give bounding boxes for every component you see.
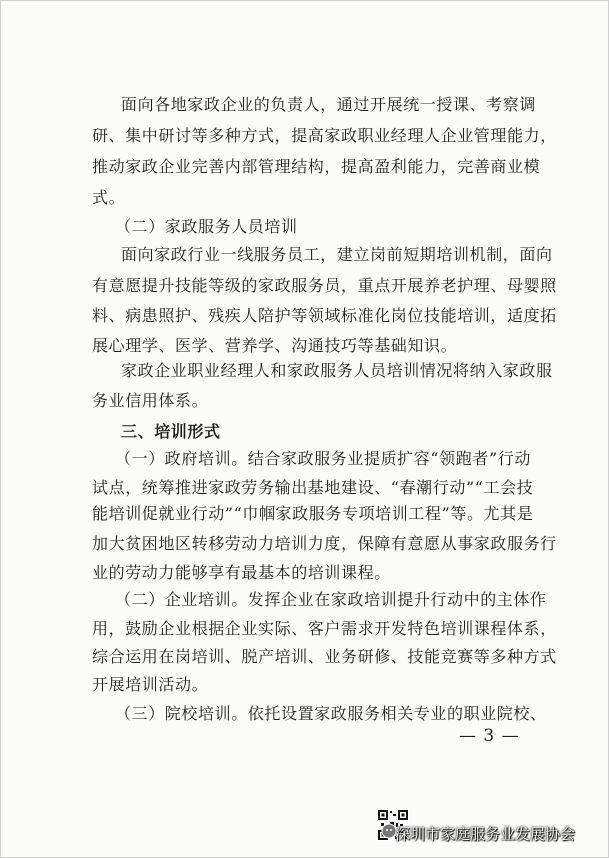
paragraph-line: 研、集中研讨等多种方式，提高家政职业经理人企业管理能力，: [92, 126, 557, 145]
paragraph-line: 有意愿提升技能等级的家政服务员，重点开展养老护理、母婴照: [92, 276, 557, 295]
paragraph-line: 业的劳动力能够享有最基本的培训课程。: [92, 563, 391, 582]
paragraph-line: 务业信用体系。: [92, 391, 209, 410]
paragraph-line: 用，鼓励企业根据企业实际、客户需求开发特色培训课程体系，: [92, 619, 557, 638]
paragraph-line: 综合运用在岗培训、脱产培训、业务研修、技能竞赛等多种方式: [92, 647, 557, 666]
paragraph-line: （一）政府培训。结合家政服务业提质扩容“领跑者”行动: [115, 449, 531, 468]
paragraph-line: 面向家政行业一线服务员工，建立岗前短期培训机制，面向: [121, 245, 553, 264]
section-heading: （二）家政服务人员培训: [115, 217, 298, 236]
paragraph-line: 试点，统筹推进家政劳务输出基地建设、“春潮行动”“工会技: [92, 478, 534, 497]
page-number: — 3 —: [459, 726, 520, 746]
paragraph-line: 推动家政企业完善内部管理结构，提高盈利能力，完善商业模: [92, 157, 541, 176]
paragraph-line: 能培训促就业行动”“巾帼家政服务专项培训工程”等。尤其是: [92, 504, 534, 523]
paragraph-line: 展心理学、医学、营养学、沟通技巧等基础知识。: [92, 336, 458, 355]
section-heading: 三、培训形式: [121, 422, 221, 441]
paragraph-line: 家政企业职业经理人和家政服务人员培训情况将纳入家政服: [121, 361, 553, 380]
paragraph-line: 开展培训活动。: [92, 675, 209, 694]
paragraph-line: （二）企业培训。发挥企业在家政培训提升行动中的主体作: [115, 590, 547, 609]
paragraph-line: 式。: [92, 188, 126, 207]
paragraph-line: 面向各地家政企业的负责人，通过开展统一授课、考察调: [121, 95, 537, 114]
paragraph-line: 料、病患照护、残疾人陪护等领域标准化岗位技能培训，适度拓: [92, 306, 557, 325]
paragraph-line: （三）院校培训。依托设置家政服务相关专业的职业院校、: [115, 704, 547, 723]
watermark-text: 深圳市家庭服务业发展协会: [395, 825, 576, 843]
paragraph-line: 加大贫困地区转移劳动力培训力度，保障有意愿从事家政服务行: [92, 534, 557, 553]
